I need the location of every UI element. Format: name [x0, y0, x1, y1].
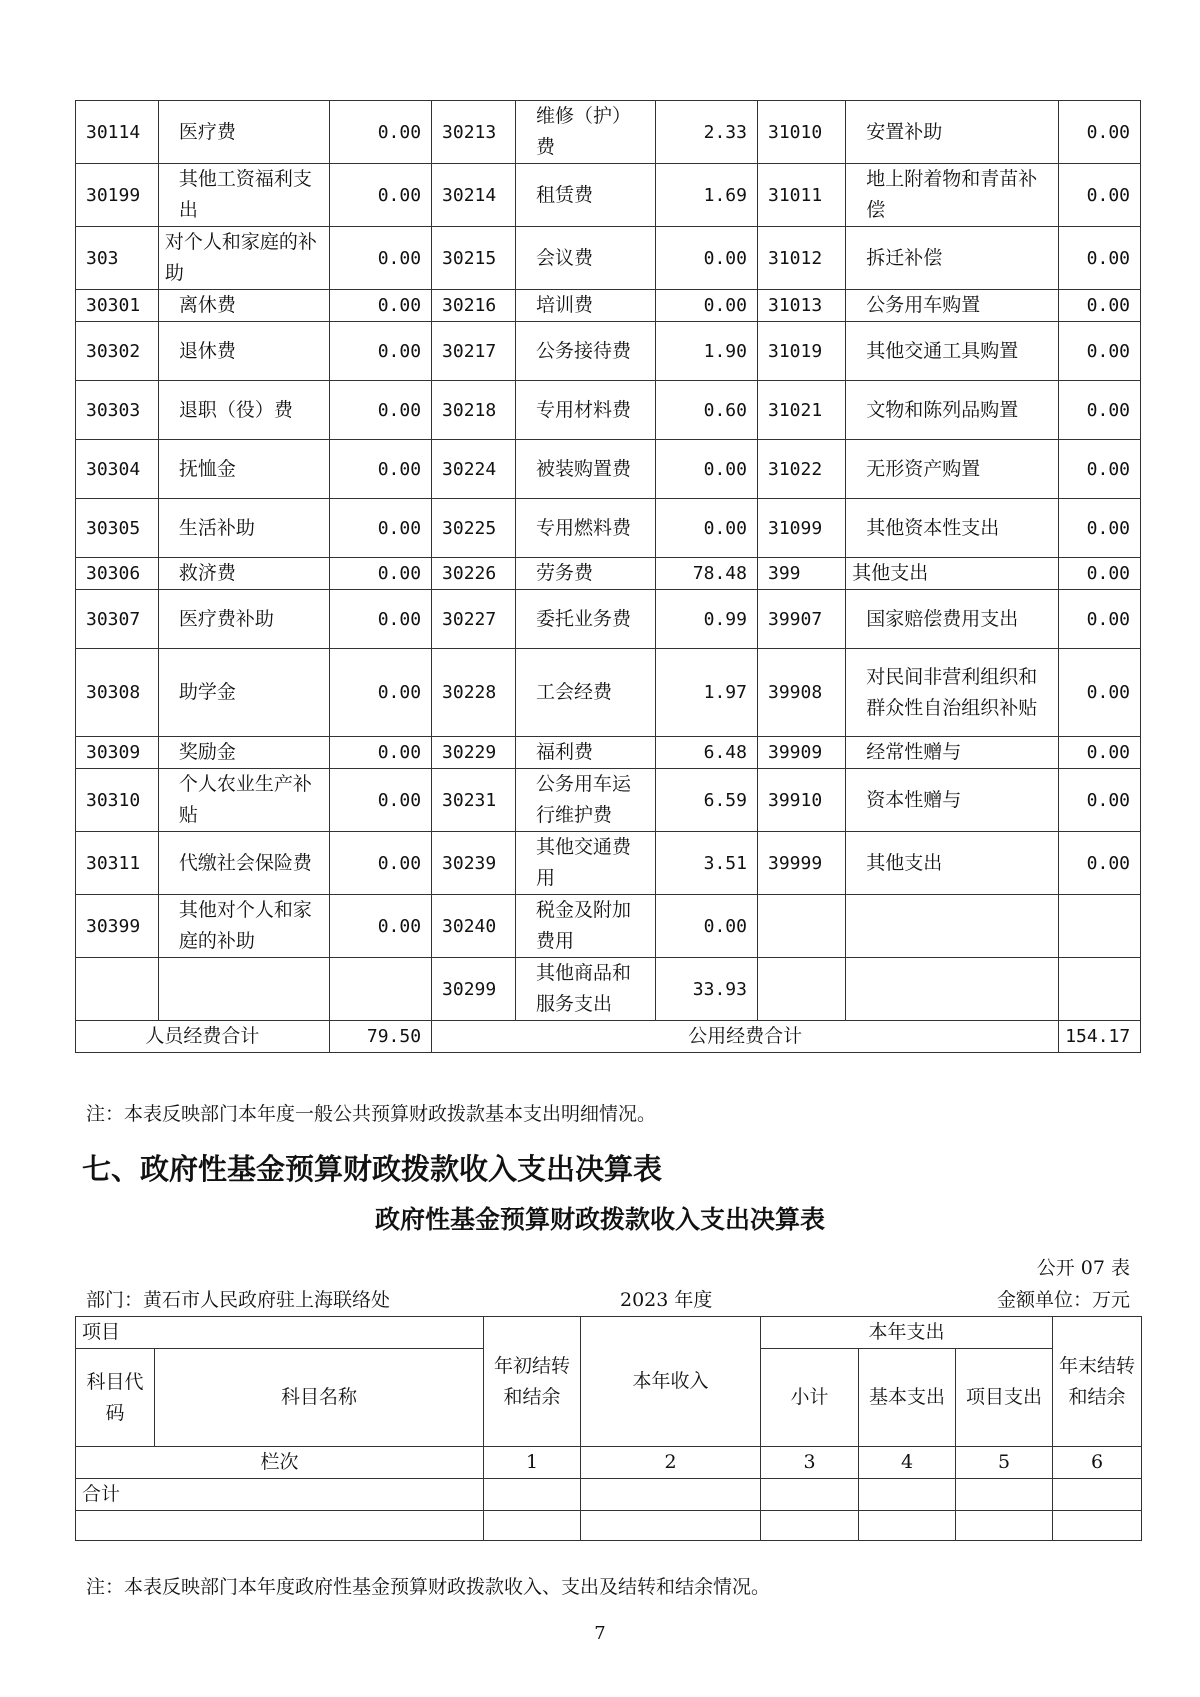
code-cell: 30304	[76, 440, 159, 499]
name-cell: 专用燃料费	[515, 499, 655, 558]
code-cell	[757, 958, 845, 1021]
name-cell: 奖励金	[158, 737, 329, 769]
amount-cell: 33.93	[655, 958, 757, 1021]
name-cell	[158, 958, 329, 1021]
code-cell: 30305	[76, 499, 159, 558]
table-row	[76, 499, 1141, 558]
amount-cell: 0.00	[1059, 164, 1141, 227]
header-project: 项目支出	[956, 1349, 1053, 1447]
amount-cell: 0.00	[1059, 322, 1141, 381]
header-subtotal: 小计	[761, 1349, 859, 1447]
name-cell: 对民间非营利组织和群众性自治组织补贴	[846, 649, 1059, 737]
col-num: 4	[859, 1447, 956, 1479]
code-cell: 31022	[757, 440, 845, 499]
code-cell: 30310	[76, 769, 159, 832]
name-cell: 退休费	[158, 322, 329, 381]
code-cell: 30199	[76, 164, 159, 227]
empty-row	[76, 1511, 1142, 1541]
table-row	[76, 895, 1141, 958]
name-cell: 其他商品和服务支出	[515, 958, 655, 1021]
year-label: 2023 年度	[620, 1289, 713, 1311]
amount-cell: 0.00	[1059, 381, 1141, 440]
table-row	[76, 769, 1141, 832]
table-title: 政府性基金预算财政拨款收入支出决算表	[374, 1205, 825, 1234]
amount-cell: 0.00	[329, 832, 431, 895]
code-cell: 31019	[757, 322, 845, 381]
amount-cell: 0.00	[329, 649, 431, 737]
totals-row	[76, 1021, 1141, 1053]
name-cell	[846, 958, 1059, 1021]
code-cell: 30216	[432, 290, 516, 322]
personnel-total-value: 79.50	[329, 1021, 431, 1053]
amount-cell: 1.69	[655, 164, 757, 227]
code-cell: 30218	[432, 381, 516, 440]
table-id: 公开 07 表	[1036, 1257, 1130, 1279]
name-cell: 其他交通费用	[515, 832, 655, 895]
amount-cell: 0.00	[329, 590, 431, 649]
table-row	[76, 737, 1141, 769]
code-cell: 31099	[757, 499, 845, 558]
code-cell: 30114	[76, 101, 159, 164]
code-cell: 30215	[432, 227, 516, 290]
code-cell: 30239	[432, 832, 516, 895]
name-cell: 其他支出	[846, 558, 1059, 590]
code-cell: 30225	[432, 499, 516, 558]
table-row	[76, 649, 1141, 737]
name-cell: 其他交通工具购置	[846, 322, 1059, 381]
code-cell: 31021	[757, 381, 845, 440]
amount-cell	[1059, 895, 1141, 958]
col-num: 1	[484, 1447, 581, 1479]
code-cell: 30299	[432, 958, 516, 1021]
code-cell: 31013	[757, 290, 845, 322]
department-label: 部门：黄石市人民政府驻上海联络处	[86, 1289, 391, 1311]
code-cell: 30226	[432, 558, 516, 590]
header-name: 科目名称	[155, 1349, 484, 1447]
name-cell: 个人农业生产补贴	[158, 769, 329, 832]
code-cell: 30224	[432, 440, 516, 499]
name-cell: 劳务费	[515, 558, 655, 590]
col-num: 2	[581, 1447, 761, 1479]
code-cell: 30227	[432, 590, 516, 649]
table-note: 注：本表反映部门本年度政府性基金预算财政拨款收入、支出及结转和结余情况。	[86, 1576, 771, 1598]
amount-cell: 0.00	[329, 101, 431, 164]
code-cell: 30303	[76, 381, 159, 440]
amount-cell: 2.33	[655, 101, 757, 164]
name-cell: 无形资产购置	[846, 440, 1059, 499]
total-row	[76, 1479, 1142, 1511]
amount-cell: 0.00	[1059, 558, 1141, 590]
name-cell: 代缴社会保险费	[158, 832, 329, 895]
amount-cell: 0.00	[1059, 440, 1141, 499]
table-row	[76, 227, 1141, 290]
table-row	[76, 558, 1141, 590]
name-cell: 会议费	[515, 227, 655, 290]
name-cell: 工会经费	[515, 649, 655, 737]
amount-cell: 0.00	[1059, 590, 1141, 649]
header-end-balance: 年末结转和结余	[1053, 1317, 1142, 1447]
table-row	[76, 322, 1141, 381]
amount-cell: 0.00	[329, 895, 431, 958]
amount-cell	[329, 958, 431, 1021]
name-cell: 拆迁补偿	[846, 227, 1059, 290]
code-cell: 39907	[757, 590, 845, 649]
amount-cell: 0.00	[1059, 499, 1141, 558]
table-row	[76, 381, 1141, 440]
amount-cell: 0.00	[1059, 649, 1141, 737]
amount-cell: 0.00	[655, 499, 757, 558]
page-number: 7	[594, 1623, 606, 1644]
name-cell: 专用材料费	[515, 381, 655, 440]
amount-cell: 0.00	[1059, 290, 1141, 322]
name-cell: 抚恤金	[158, 440, 329, 499]
table-note: 注：本表反映部门本年度一般公共预算财政拨款基本支出明细情况。	[86, 1103, 657, 1125]
expense-detail-table	[75, 100, 1141, 1053]
name-cell: 其他支出	[846, 832, 1059, 895]
name-cell	[846, 895, 1059, 958]
amount-cell: 0.00	[1059, 769, 1141, 832]
code-cell: 30306	[76, 558, 159, 590]
table-row	[76, 101, 1141, 164]
name-cell: 公务用车购置	[846, 290, 1059, 322]
table-row	[76, 958, 1141, 1021]
amount-cell: 0.00	[655, 440, 757, 499]
unit-label: 金额单位：万元	[996, 1289, 1130, 1311]
fund-budget-table	[75, 1316, 1142, 1541]
name-cell: 国家赔偿费用支出	[846, 590, 1059, 649]
name-cell: 生活补助	[158, 499, 329, 558]
amount-cell: 0.60	[655, 381, 757, 440]
amount-cell: 78.48	[655, 558, 757, 590]
amount-cell: 0.00	[655, 895, 757, 958]
row-order-label: 栏次	[76, 1447, 484, 1479]
code-cell: 30213	[432, 101, 516, 164]
col-num: 6	[1053, 1447, 1142, 1479]
amount-cell: 6.59	[655, 769, 757, 832]
column-order-row	[76, 1447, 1142, 1479]
name-cell: 救济费	[158, 558, 329, 590]
code-cell: 30214	[432, 164, 516, 227]
header-begin-balance: 年初结转和结余	[484, 1317, 581, 1447]
amount-cell: 0.00	[329, 227, 431, 290]
public-total-value: 154.17	[1059, 1021, 1141, 1053]
amount-cell: 0.00	[329, 499, 431, 558]
section-title: 七、政府性基金预算财政拨款收入支出决算表	[82, 1152, 663, 1186]
table-row	[76, 290, 1141, 322]
name-cell: 其他资本性支出	[846, 499, 1059, 558]
amount-cell: 0.00	[1059, 227, 1141, 290]
code-cell: 30231	[432, 769, 516, 832]
amount-cell: 0.00	[1059, 737, 1141, 769]
amount-cell	[1059, 958, 1141, 1021]
table-row	[76, 590, 1141, 649]
amount-cell: 1.90	[655, 322, 757, 381]
amount-cell: 0.00	[655, 227, 757, 290]
name-cell: 医疗费	[158, 101, 329, 164]
code-cell: 30240	[432, 895, 516, 958]
code-cell: 31010	[757, 101, 845, 164]
code-cell: 30228	[432, 649, 516, 737]
code-cell: 399	[757, 558, 845, 590]
amount-cell: 0.00	[329, 769, 431, 832]
name-cell: 税金及附加费用	[515, 895, 655, 958]
code-cell: 30307	[76, 590, 159, 649]
name-cell: 医疗费补助	[158, 590, 329, 649]
code-cell: 30399	[76, 895, 159, 958]
personnel-total-label: 人员经费合计	[76, 1021, 330, 1053]
code-cell: 30309	[76, 737, 159, 769]
amount-cell: 3.51	[655, 832, 757, 895]
header-code: 科目代码	[76, 1349, 155, 1447]
amount-cell: 0.00	[329, 381, 431, 440]
name-cell: 经常性赠与	[846, 737, 1059, 769]
code-cell: 31011	[757, 164, 845, 227]
name-cell: 被装购置费	[515, 440, 655, 499]
code-cell: 39999	[757, 832, 845, 895]
amount-cell: 0.00	[329, 164, 431, 227]
name-cell: 福利费	[515, 737, 655, 769]
code-cell: 30302	[76, 322, 159, 381]
code-cell: 39910	[757, 769, 845, 832]
amount-cell: 1.97	[655, 649, 757, 737]
col-num: 3	[761, 1447, 859, 1479]
header-item: 项目	[76, 1317, 484, 1349]
name-cell: 其他对个人和家庭的补助	[158, 895, 329, 958]
name-cell: 租赁费	[515, 164, 655, 227]
table-row	[76, 832, 1141, 895]
code-cell: 30301	[76, 290, 159, 322]
code-cell: 30311	[76, 832, 159, 895]
code-cell: 39909	[757, 737, 845, 769]
amount-cell: 0.99	[655, 590, 757, 649]
name-cell: 维修（护）费	[515, 101, 655, 164]
amount-cell: 0.00	[1059, 832, 1141, 895]
name-cell: 地上附着物和青苗补偿	[846, 164, 1059, 227]
amount-cell: 6.48	[655, 737, 757, 769]
code-cell: 39908	[757, 649, 845, 737]
code-cell: 30308	[76, 649, 159, 737]
amount-cell: 0.00	[329, 290, 431, 322]
table-row	[76, 440, 1141, 499]
amount-cell: 0.00	[329, 322, 431, 381]
public-total-label: 公用经费合计	[432, 1021, 1059, 1053]
amount-cell: 0.00	[655, 290, 757, 322]
amount-cell: 0.00	[329, 558, 431, 590]
name-cell: 公务用车运行维护费	[515, 769, 655, 832]
code-cell: 30229	[432, 737, 516, 769]
name-cell: 培训费	[515, 290, 655, 322]
name-cell: 退职（役）费	[158, 381, 329, 440]
header-expense: 本年支出	[761, 1317, 1053, 1349]
total-label: 合计	[76, 1479, 484, 1511]
code-cell: 303	[76, 227, 159, 290]
name-cell: 对个人和家庭的补助	[158, 227, 329, 290]
amount-cell: 0.00	[329, 737, 431, 769]
header-income: 本年收入	[581, 1317, 761, 1447]
amount-cell: 0.00	[329, 440, 431, 499]
header-basic: 基本支出	[859, 1349, 956, 1447]
name-cell: 文物和陈列品购置	[846, 381, 1059, 440]
name-cell: 公务接待费	[515, 322, 655, 381]
name-cell: 安置补助	[846, 101, 1059, 164]
name-cell: 委托业务费	[515, 590, 655, 649]
name-cell: 其他工资福利支出	[158, 164, 329, 227]
code-cell: 31012	[757, 227, 845, 290]
code-cell: 30217	[432, 322, 516, 381]
code-cell	[757, 895, 845, 958]
name-cell: 助学金	[158, 649, 329, 737]
name-cell: 资本性赠与	[846, 769, 1059, 832]
name-cell: 离休费	[158, 290, 329, 322]
code-cell	[76, 958, 159, 1021]
table-row	[76, 164, 1141, 227]
amount-cell: 0.00	[1059, 101, 1141, 164]
col-num: 5	[956, 1447, 1053, 1479]
